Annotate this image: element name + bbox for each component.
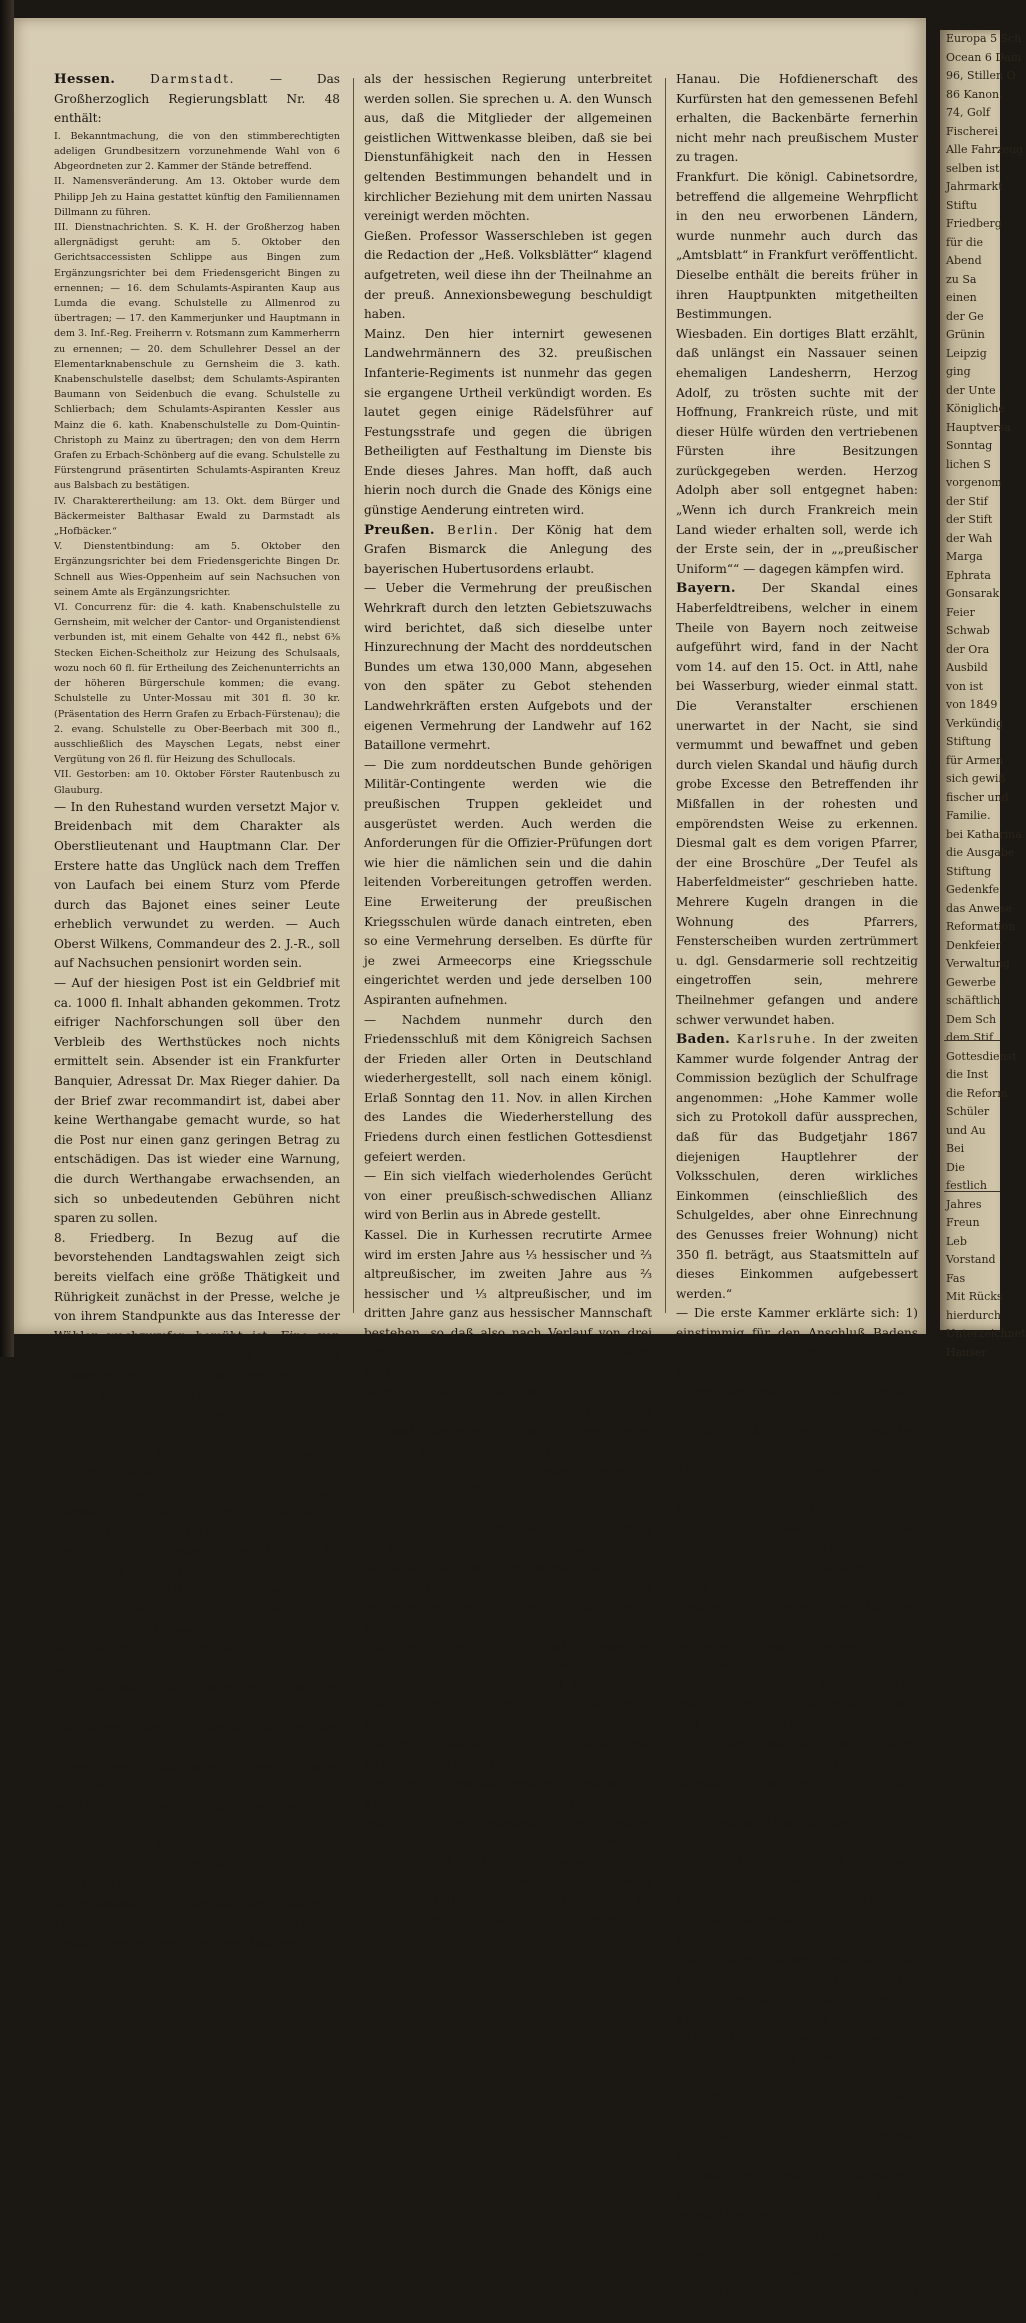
fragment-line: Die <box>946 1160 965 1174</box>
fragment-line: Friedberg <box>946 217 1002 230</box>
paragraph-text: VI. Concurrenz für: die 4. kath. Knabenschulstelle zu Gernsheim, mit welcher der Cantor- und Organistendienst verbunden ist, mit einem Gehalte von 442 fl., nebst 6⅜ Stecken Eichen-Scheitholz zur Heizung des Schulsaals, wozu noch 60 fl. für Ertheilung des Zeichenunterrichts an der höheren Bürgerschule kommen; die evang. Schulstelle zu Unter-Mossau mit 301 fl. 30 kr. (Präsentation des Herrn Grafen zu Erbach-Fürstenau); die 2. evang. Schulstelle zu Ober-Beerbach mit 300 fl., ausschließlich des Mayschen Legats, nebst einer Vergütung von 26 fl. für Heizung des Schullocals. <box>54 602 340 766</box>
dateline: Berlin. <box>446 522 500 537</box>
paragraph-text: — Die zum norddeutschen Bunde gehörigen Militär-Contingente werden wie die preußischen Truppen gekleidet und ausgerüstet werden. Auch werden die Anforderungen für die Offizier-Prüfungen dort wie hier die nämlichen sein und die dahin leitenden Vorbereitungen getroffen werden. Eine Erweiterung der preußischen Kriegsschulen würde danach eintreten, eben so eine Vermehrung derselben. Es dürfte für je zwei Armeecorps eine Kriegsschule eingerichtet werden und jede derselben 100 Aspiranten aufnehmen. <box>364 757 652 1007</box>
article-paragraph <box>54 1229 340 1856</box>
article-paragraph <box>364 325 652 521</box>
paragraph-text: als der hessischen Regierung unterbreitet werden sollen. Sie sprechen u. A. den Wunsch aus, daß die Mitglieder der allgemeinen geistlichen Wittwenkasse bleiben, daß sie bei Dienstunfähigkeit nach den in Hessen geltenden Bestimmungen behandelt und in kirchlicher Beziehung mit dem unirten Nassau vereinigt werden möchten. <box>364 72 652 224</box>
article-paragraph <box>54 600 340 767</box>
paragraph-text: Wiesbaden. Ein dortiges Blatt erzählt, daß unlängst ein Nassauer seinen ehemaligen Landesherrn, Herzog Adolf, zu trösten suchte mit der Hoffnung, Frankreich rüste, und mit dieser Hülfe würden den vertriebenen Fürsten ihre Besitzungen zurückgegeben werden. Herzog Adolph aber soll entgegnet haben: „Wenn ich durch Frankreich mein Land wieder erhalten soll, werde ich der Erste sein, der in „„preußischer Uniform““ — dagegen kämpfen wird. <box>676 326 918 576</box>
dateline: Karlsruhe. <box>736 1032 818 1047</box>
article-paragraph <box>676 325 918 580</box>
fragment-line: Alle Fahrzeug <box>946 143 1024 156</box>
fragment-line: die Inst <box>946 1068 989 1081</box>
paragraph-text: Kassel. Die in Kurhessen recrutirte Armee wird im ersten Jahre aus ⅓ hessischer und ⅔ altpreußischer, im zweiten Jahre aus ⅔ hessischer und ⅓ altpreußischer, und im dritten Jahre ganz aus hessischer Mannschaft bestehen, so daß also nach Verlauf von drei Jahren die der Rekrutirung folgende Einstellung, wie in ganz Preußen, außer der Garde, localer Natur sein wird. <box>364 1228 652 1399</box>
article-paragraph <box>364 1402 652 1813</box>
fragment-line: Ephrata <box>946 568 991 582</box>
fragment-line: Gottesdienst <box>946 1049 1017 1063</box>
fragment-line: der Stift <box>946 513 993 526</box>
paragraph-text: — Das Großherzoglich Regierungsblatt Nr. 48 enthält: <box>54 72 340 126</box>
article-paragraph <box>364 756 652 1011</box>
next-page-edge <box>940 30 1026 1359</box>
article-paragraph <box>676 1559 918 1677</box>
paragraph-text: II. Namensveränderung. Am 13. Oktober wurde dem Philipp Jeh zu Haina gestattet künftig den Familiennamen Dillmann zu führen. <box>54 176 340 218</box>
paragraph-text: IV. Charakterertheilung: am 13. Okt. dem Bürger und Bäckermeister Balthasar Ewald zu Darmstadt als „Hofbäcker.“ <box>54 495 340 538</box>
column-2 <box>364 70 652 1928</box>
fragment-line: das Anwese <box>946 901 1012 915</box>
article-paragraph <box>676 1030 918 1304</box>
paragraph-text: Aus Wien wird vom 28. v. M. die definitive Ernennung des Freiherrn v. Beust zum Minister gemeldet. Der bisherige österr. Ministerpräsident Graf Mensdorff habe sein Personal bereits verabschiedet. <box>676 1561 918 1674</box>
fragment-line: Gedenkfe <box>946 883 1000 896</box>
fragment-line: die Ausgabe <box>946 846 1015 859</box>
fragment-line: Familie. <box>946 809 991 822</box>
article-paragraph <box>364 1167 652 1226</box>
fragment-line: Stiftung <box>946 735 992 748</box>
article-paragraph <box>364 521 652 580</box>
article-paragraph <box>54 798 340 974</box>
section-heading: Bayern. <box>676 580 736 597</box>
fragment-line: Bei <box>946 1142 965 1155</box>
section-heading: Baden. <box>676 1031 731 1048</box>
fragment-line: selben ist <box>946 161 1000 175</box>
article-paragraph <box>364 1814 652 1932</box>
article-paragraph <box>364 70 652 227</box>
newspaper-page <box>14 18 926 2320</box>
column-rule <box>353 78 354 1313</box>
fragment-line: Ausbild <box>946 661 988 674</box>
paragraph-text: — Auf der hiesigen Post ist ein Geldbrief mit ca. 1000 fl. Inhalt abhanden gekommen. Trotz eifriger Nachforschungen soll über den Verbleib des Werthstückes noch nichts ermittelt sein. Absender ist ein Frankfurter Banquier, Adressat Dr. Max Rieger dahier. Da der Brief zwar recommandirt ist, dabei aber keine Werthangabe gemacht wurde, so hat die Post nur einen ganz geringen Betrag zu entschädigen. Das ist wieder eine Warnung, die durch Werthangabe erwachsenden, an sich so unbedeutenden Gebühren nicht sparen zu sollen. <box>54 976 340 1226</box>
fragment-line: Leb <box>946 1234 967 1248</box>
column-1 <box>54 70 340 1951</box>
column-3 <box>676 70 918 2320</box>
article-paragraph <box>54 974 340 1229</box>
paragraph-text: Die bisher mit aller Rücksichtslosigkeit und Strenge betriebenen Maßregeln zur Russificirung Polens sind plötzlich in's Stocken gerathen. Ein katholischer Bauer, dessen neugeborenes Kind, in Folge eines Befehls des Generals Kaufmann, mit Gewalt griechisch getauft wurde, hat das kaiserliche Kind mit eigener Hand getödtet und sich darauf nach Petersburg geflüchtet; er hat dem Kaiser sein Verbrechen gestanden unter Angabe des Motivs. Der Kaiser soll in Folge dieses Geständnisses nicht nur die Einstellung dieser Russificirungsmethode, sondern auch die sofortige Abberufung Kaufmann's befohlen haben. Kaufmann ist auf 11 Monate beurlaubt. <box>676 1835 918 2222</box>
fragment-line: Gonsarak <box>946 587 1000 600</box>
paragraph-text: — Die erste Kammer erklärte sich: 1) einstimmig für den Anschluß Badens an den norddeutschen Bund mit Erhaltung entsprechender Selbstständigkeit, 2) mit allen gegen 3 Stimmen für ein Schutz- und Trutzbündniß mit Preußen und mit den entsprechenden Vereinbarungen und 3) einstimmig für eine unkündbare, einheitlich organisirte Zolleinigung, für ein einheitliches Eisenbahn-, Post- und Telegraphenwesen und für ein gemeinsames deutsches Bürgerrecht. <box>676 1306 918 1556</box>
fragment-line: Reformation <box>946 920 1016 933</box>
article-paragraph <box>676 579 918 1030</box>
fragment-line: festlich <box>946 1179 987 1192</box>
fragment-line: Schüler <box>946 1105 990 1118</box>
fragment-line: Denkfeier <box>946 938 1001 952</box>
article-paragraph <box>676 70 918 168</box>
fragment-line: zu Sa <box>946 272 977 286</box>
section-heading: Hessen. <box>54 71 116 87</box>
article-paragraph <box>676 1677 918 1834</box>
fragment-line: und Au <box>946 1123 986 1137</box>
article-paragraph <box>54 174 340 220</box>
fragment-line: Leipzig <box>946 346 987 360</box>
fragment-line: hierdurch <box>946 1308 1001 1322</box>
article-paragraph <box>54 1856 340 1954</box>
article-paragraph <box>364 227 652 325</box>
dateline: Darmstadt. <box>150 72 236 86</box>
fragment-line: die Reform <box>946 1086 1008 1100</box>
fragment-line: Sonntag <box>946 439 993 452</box>
fragment-line: der Unte <box>946 383 996 397</box>
fragment-line: der Ora <box>946 642 990 656</box>
fragment-line: sich gewiß <box>946 772 1006 785</box>
fragment-line: Schwab <box>946 624 990 637</box>
fragment-line: Grünin <box>946 328 985 341</box>
section-heading: Amerika. <box>676 2226 747 2243</box>
article-paragraph <box>54 539 340 600</box>
article-paragraph <box>676 1833 918 2225</box>
fragment-line: 86 Kanon. <box>946 87 1003 101</box>
article-paragraph <box>676 1304 918 1559</box>
fragment-line: schäftlich <box>946 994 1001 1007</box>
fragment-line: von 1849 <box>946 698 998 711</box>
fragment-line: 74, Golf <box>946 106 990 119</box>
fragment-line: dem Stif <box>946 1031 994 1044</box>
paragraph-text: Der Skandal eines Haberfeldtreibens, welcher in einem Theile von Bayern noch zeitweise aufgeführt wird, fand in der Nacht vom 14. auf den 15. Oct. in Attl, nahe bei Wasserburg, wieder einmal statt. Die Veranstalter erschienen unerwartet in der Nacht, sie sind vermummt und bewaffnet und geben durch vielen Skandal und häufig durch grobe Excesse den Betreffenden ihr Mißfallen in der rohesten und empörendsten Weise zu erkennen. Diesmal galt es dem vorigen Pfarrer, der eine Broschüre „Der Teufel als Haberfeldmeister“ geschrieben hatte. Mehrere Kugeln drangen in die Wohnung des Pfarrers, Fensterscheiben wurden zertrümmert u. dgl. Gensdarmerie soll rechtzeitig eingetroffen sein, mehrere Theilnehmer gefangen und andere schwer verwundet haben. <box>676 581 918 1027</box>
article-paragraph <box>676 2225 918 2323</box>
fragment-line: Fas <box>946 1271 966 1285</box>
paragraph-text: 8. Friedberg. In Bezug auf die bevorstehenden Landtagswahlen zeigt sich bereits vielfach eine größe Thätigkeit und Rührigkeit zunächst in der Presse, welche je von ihrem Standpunkte aus das Interesse der Wähler wachzurufen bemüht ist. Eine von Mitgliedern des früheren Landtages zusammenberufene Versammlung, welche am 28. d. M. in Frankfurt tagte, ist mit einem Wahlaufruf vor die Oeffentlichkeit getreten, welcher gleichzeitig als ein gedrängtes Programm der hessischen Fortschrittspartei in den inneren und äußeren Fragen betrachtet werden kann. — Wie wir vernehmen sind die Bürgermeistereien angewiesen, die Wahl der Wahlmänner, wenn thunlich, bis längstens zum 17. d. M. vornehmen zu lassen. Es wäre also an der Zeit mit Vorschlägen zu dieser Wahl hervorzutreten, damit die Wahl der Abgeordneten Männern in die Hand gegeben wird, welche ihre Stimmen vereinigen auf würdige und einsichtsvolle Vertreter, denen das Wohl des Landes wirklich am Herzen liegt und welche eine ersprießliche Thätigkeit in der Kammer erhoffen lassen. Das Amt des Abgeordneten wird unter den gegenwärtigen schwierigen Verhältnissen doppelt schwere Pflichten in sich vereinigen, deshalb thun wahrlich Männer Noth, welchen ein Verständniß unsrer Zeit und der wahren Bedürfnisse des Landes nicht abgeht. <box>54 1230 340 1853</box>
fragment-line: für Armen <box>946 753 1004 767</box>
paragraph-text: Gießen. Professor Wasserschleben ist gegen die Redaction der „Heß. Volksblätter“ klagend aufgetreten, weil diese ihn der Theilnahme an der preuß. Annexionsbewegung beschuldigt haben. <box>364 228 652 322</box>
paragraph-text: In der zweiten Kammer wurde folgender Antrag der Commission bezüglich der Schulfrage angenommen: „Hohe Kammer wolle sich zu Protokoll dafür aussprechen, daß für das Budgetjahr 1867 diejenigen Hauptlehrer der Volksschulen, deren wirkliches Einkommen (einschließlich des Schulgeldes, aber ohne Einrechnung des Genusses freier Wohnung) nicht 350 fl. beträgt, aus Staatsmitteln auf dieses Einkommen aufgebessert werden.“ <box>676 1032 918 1301</box>
fragment-line: Dem Sch <box>946 1012 997 1026</box>
paragraph-text: Hanau. Die Hofdienerschaft des Kurfürsten hat den gemessenen Befehl erhalten, die Backenbärte fernerhin nicht mehr nach preußischem Muster zu tragen. <box>676 72 918 165</box>
fragment-line: Hauptversa <box>946 420 1011 434</box>
fragment-line: Unterzeichnet <box>946 1327 1026 1340</box>
fragment-line: von ist <box>946 679 984 693</box>
fragment-line: Fischerei <box>946 124 998 138</box>
article-paragraph <box>54 70 340 129</box>
paragraph-text: Pariser Blätter melden, daß in Folge der zwischen Preußen und den Niederlanden gepflogenen Unterhandlungen die Preußen auch fernerhin Luxemburg besetzt halten werden. Ueber den Eintritt des Großherzogthums Luxemburg in den Nordbund wird unterhandelt. <box>676 1678 918 1830</box>
fragment-line: Hauser <box>946 1345 987 1359</box>
fragment-line: Gewerbe <box>946 975 997 989</box>
article-paragraph <box>364 1011 652 1168</box>
article-paragraph <box>54 129 340 175</box>
fragment-line: fischer und <box>946 790 1009 804</box>
section-heading: Oesterreich. <box>676 1560 773 1577</box>
paragraph-text: Schmalkalden. Die Bewohner der Herrschaft Schmalkalden erheben immer lautere Klagen, daß ihr seit Jahrhunderten mit dem Bezirke vereinigter, zu ihrer Existenz geradezu unentbehrlicher Wald von 38,000 Acker, im Werth von 2 Millionen Thaler, nunmehr in Folge des Friedens dem Herzog von Coburg als Privateigenthum abgetreten werden soll, ja bereits in Besitz genommen wird, und fürchten hierdurch einer traurigen Zukunft entgegen geführt zu werden. Das Frankf. Journ. sagt am Schlusse eines Artikels: „Wollte man die Wälder einfür allemal abtreten, so hätte das wirthschaftliche Interesse geboten, die Herrschaft mit Land und Leuten dem Herzogthum Gotha einzuverleiben. Unbegreiflich erscheint es, daß gerade der materiell hülfloseste Bezirk Thüringens, der sich auch nicht des geringsten feindseligen Aktes gegen Preußen schuldig gemacht, die Kriegskosten für Gotha bezahlen soll.“ <box>364 1404 652 1811</box>
fragment-line: einen <box>946 291 977 304</box>
fragment-line: Freun <box>946 1216 980 1229</box>
article-paragraph <box>676 168 918 325</box>
paragraph-text: — Ueber die Vermehrung der preußischen Wehrkraft durch den letzten Gebietszuwachs wird berichtet, daß sich dieselbe unter Hinzurechnung der Macht des norddeutschen Bundes um etwa 130,000 Mann, abgesehen von den später zu Gebot stehenden Landwehrkräften ersten Aufgebots und der eigenen Vermehrung der Landwehr auf 162 Bataillone vermehrt. <box>364 581 652 753</box>
fragment-line: Verwaltung <box>946 957 1010 970</box>
fragment-line: Ocean 6 Dam <box>946 50 1022 64</box>
paragraph-text: I. Bekanntmachung, die von den stimmberechtigten adeligen Grundbesitzern vorzunehmende Wahl von 6 Abgeordneten zur 2. Kammer der Stände betreffend. <box>54 130 340 173</box>
fragment-line: lichen S <box>946 457 991 471</box>
paragraph-text: III. Dienstnachrichten. S. K. H. der Großherzog haben allergnädigst geruht: am 5. Oktober den Gerichtsaccessisten Schlippe aus Bingen zum Ergänzungsrichter bei dem Friedensgericht Bingen zu ernennen; — 16. dem Schulamts-Aspiranten Kaup aus Lumda die evang. Schulstelle zu Allmenrod zu übertragen; — 17. den Kammerjunker und Hauptmann in dem 3. Inf.-Reg. Freiherrn v. Rotsmann zum Kammerherrn zu ernennen; — 20. dem Schullehrer Dessel an der Elementarknabenschule zu Gernsheim die 3. kath. Knabenschulstelle daselbst; dem Schulamts-Aspiranten Baumann von Seidenbuch die evang. Schulstelle zu Schlierbach; dem Schulamts-Aspiranten Kessler aus Mainz die 6. kath. Knabenschulstelle zu Dom-Quintin-Christoph zu Mainz zu übertragen; den von dem Herrn Grafen zu Erbach-Schönberg auf die evang. Schulstelle zu Fürstengrund präsentirten Schulamts-Aspiranten Kreuz aus Balsbach zu bestätigen. <box>54 222 340 492</box>
paragraph-text: — Ein sich vielfach wiederholendes Gerücht von einer preußisch-schwedischen Allianz wird von Berlin aus in Abrede gestellt. <box>364 1169 652 1223</box>
article-paragraph <box>54 494 340 540</box>
fragment-line: Marga <box>946 550 983 563</box>
fragment-line: für die <box>946 235 983 249</box>
next-page-box <box>944 1040 1017 1192</box>
fragment-line: Verkündig <box>946 716 1004 730</box>
article-paragraph <box>364 1226 652 1402</box>
fragment-line: Mit Rücks <box>946 1290 1003 1303</box>
fragment-line: Stiftu <box>946 198 978 212</box>
paragraph-text: Frankfurt. Die königl. Cabinetsordre, betreffend die allgemeine Wehrpflicht in den neu erworbenen Ländern, wurde nunmehr auch durch das „Amtsblatt“ in Frankfurt veröffentlicht. Dieselbe enthält die bereits früher in ihren Hauptpunkten mitgetheilten Bestimmungen. <box>676 169 918 322</box>
fragment-line: der Stif <box>946 494 988 508</box>
article-paragraph <box>54 220 340 494</box>
fragment-line: Jahrmarkt <box>946 180 1003 193</box>
column-rule <box>665 78 666 1313</box>
fragment-line: Feier <box>946 605 975 619</box>
fragment-line: Königliche <box>946 402 1005 415</box>
section-heading: Rußland. <box>676 1834 747 1851</box>
fragment-line: Jahres <box>946 1197 982 1211</box>
fragment-line: Abend <box>946 254 982 267</box>
paragraph-text: — Eine in Biedenkopf abgehaltene Versammlung von Geistlichen aus den abgetretenen hessen-darmstädtischen Landestheilen hat verschiedene Beschlüsse gefaßt, welche sowohl der preußischen <box>54 1857 340 1951</box>
article-paragraph <box>364 579 652 755</box>
fragment-line: der Wah <box>946 531 993 545</box>
fragment-line: Vorstand <box>946 1253 996 1266</box>
fragment-line: Europa 5 Sch <box>946 32 1022 45</box>
fragment-line: vorgenom <box>946 476 1002 489</box>
book-spine <box>0 0 14 1357</box>
section-heading: Frankreich. <box>676 1677 767 1694</box>
paragraph-text: Marburg. Eine Deputation des hiesigen Stadtvorstandes, welche dem Civilgouverneur v. Möller in Kassel unter Anderem die Bitte um Erhaltung der Universität für Marburg vortrug, soll in dieser Hinsicht die beruhigendste Zusicherung erhalten haben. <box>364 1815 652 1928</box>
fragment-line: 96, Stillen O <box>946 69 1016 82</box>
fragment-line: Stiftung <box>946 864 992 878</box>
paragraph-text: Der König hat dem Grafen Bismarck die Anlegung des bayerischen Hubertusordens erlaubt. <box>364 522 652 576</box>
paragraph-text: Mainz. Den hier internirt gewesenen Landwehrmännern des 32. preußischen Infanterie-Regiments ist nunmehr das gegen sie ergangene Urtheil verkündigt worden. Es lautet gegen einige Rädelsführer auf Festungsstrafe und gegen die übrigen Betheiligten auf Festhaltung im Dienste bis Ende dieses Jahres. Man hofft, daß auch hierin noch durch die Gnade des Königs eine günstige Aenderung eintreten wird. <box>364 326 652 518</box>
paragraph-text: Die Kriegsflotte der Vereinigten Staaten, soweit dieselbe zur Zeit im Dienst sich befindet, vertheilt sich folgendermaßen: es sind in <box>676 2227 918 2320</box>
paragraph-text: — In den Ruhestand wurden versetzt Major v. Breidenbach mit dem Charakter als Oberstlieutenant und Hauptmann Clar. Der Erstere hatte das Unglück nach dem Treffen von Laufach bei einem Sturz vom Pferde durch das Bajonet eines seiner Leute erheblich verwundet zu werden. — Auch Oberst Wilkens, Commandeur des 2. J.-R., soll auf Nachsuchen pensionirt worden sein. <box>54 799 340 971</box>
fragment-line: ging <box>946 365 971 378</box>
paragraph-text: — Nachdem nunmehr durch den Friedensschluß mit dem Königreich Sachsen der Frieden aller Orten in Deutschland wiederhergestellt, soll nach einem königl. Erlaß Sonntag den 11. Nov. in allen Kirchen des Landes die Wiederherstellung des Friedens durch einen festlichen Gottesdienst gefeiert werden. <box>364 1012 652 1164</box>
paragraph-text: VII. Gestorben: am 10. Oktober Förster Rautenbusch zu Glauburg. <box>54 769 340 796</box>
article-paragraph <box>54 767 340 797</box>
fragment-line: bei Katharina <box>946 827 1022 841</box>
paragraph-text: V. Dienstentbindung: am 5. Oktober den Ergänzungsrichter bei dem Friedensgerichte Bingen Dr. Schnell aus Wies-Oppenheim auf sein Nachsuchen von seinem Amte als Ergänzungsrichter. <box>54 541 340 598</box>
section-heading: Preußen. <box>364 521 435 538</box>
fragment-line: der Ge <box>946 309 984 323</box>
